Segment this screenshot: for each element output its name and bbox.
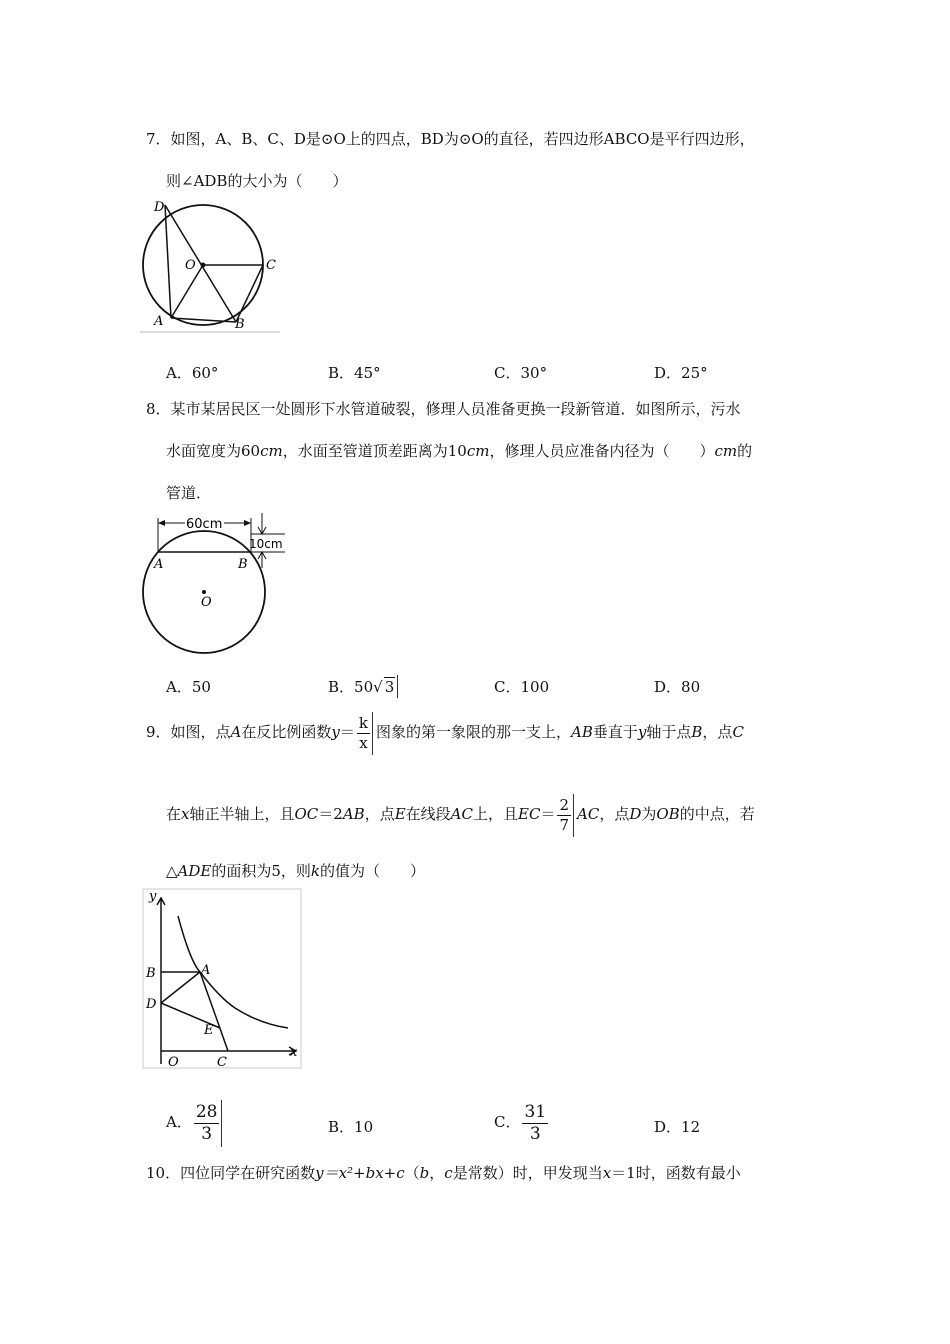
label-O: O <box>168 1055 179 1070</box>
q9-option-d[interactable]: D．12 <box>654 1118 701 1136</box>
q9-option-b[interactable]: B．10 <box>328 1118 374 1136</box>
fraction-k-over-x: $\frac{k}{x}$ <box>358 713 368 752</box>
label-A: A <box>154 557 164 572</box>
q7-option-b[interactable]: B．45° <box>328 364 381 382</box>
q8-line1: 8．某市某居民区一处圆形下水管道破裂，修理人员准备更换一段新管道．如图所示，污水 <box>146 400 741 418</box>
q8-line3: 管道． <box>166 484 212 502</box>
label-A: A <box>201 963 211 978</box>
label-D: D <box>154 200 165 215</box>
label-A: A <box>154 314 164 329</box>
label-x: x <box>290 1045 298 1060</box>
label-B: B <box>146 966 156 981</box>
label-60cm: 60cm <box>186 517 223 532</box>
label-D: D <box>146 997 157 1012</box>
q9-line3: △ADE的面积为5，则k的值为（ ） <box>166 862 426 880</box>
q10-line1: 10．四位同学在研究函数y＝x²+bx+c（b，c是常数）时，甲发现当x＝1时，函数有最小 <box>146 1164 741 1182</box>
q9-option-c[interactable]: C． $\frac{31}{3}$ <box>494 1101 547 1144</box>
q8-pipe-figure <box>140 508 295 658</box>
q9-line2: 在x轴正半轴上，且OC＝2AB，点E在线段AC上，且EC＝ $\frac{2}{7}$ AC，点D为OB的中点，若 <box>166 795 755 834</box>
label-y: y <box>149 889 157 904</box>
q7-option-d[interactable]: D．25° <box>654 364 708 382</box>
q9-option-a[interactable]: A． $\frac{28}{3}$ <box>166 1101 218 1144</box>
label-O: O <box>201 595 212 610</box>
fraction-2-over-7: $\frac{2}{7}$ <box>559 795 569 834</box>
label-E: E <box>204 1023 214 1038</box>
q8-option-a[interactable]: A．50 <box>166 678 211 696</box>
q7-option-c[interactable]: C．30° <box>494 364 548 382</box>
label-B: B <box>238 557 248 572</box>
label-C: C <box>266 258 276 273</box>
q7-line2: 则∠ADB的大小为（ ） <box>166 172 348 190</box>
label-B: B <box>235 317 245 332</box>
q8-line2: 水面宽度为60cm，水面至管道顶差距离为10cm，修理人员应准备内径为（ ）cm的 <box>166 442 753 460</box>
q9-line1: 9．如图，点A在反比例函数y＝ $\frac{k}{x}$ 图象的第一象限的那一支上，AB垂直于y轴于点B，点C <box>146 713 744 752</box>
label-O: O <box>185 258 196 273</box>
q8-option-b[interactable]: B．50√ 3 <box>328 678 395 696</box>
q7-circle-figure <box>140 195 285 335</box>
q9-graph-figure <box>140 886 305 1071</box>
label-10cm: 10cm <box>249 537 283 551</box>
q7-line1: 7．如图，A、B、C、D是⊙O上的四点，BD为⊙O的直径，若四边形ABCO是平行四边形， <box>146 130 755 148</box>
q8-option-c[interactable]: C．100 <box>494 678 550 696</box>
label-C: C <box>217 1055 227 1070</box>
q8-option-d[interactable]: D．80 <box>654 678 701 696</box>
q7-option-a[interactable]: A．60° <box>166 364 219 382</box>
